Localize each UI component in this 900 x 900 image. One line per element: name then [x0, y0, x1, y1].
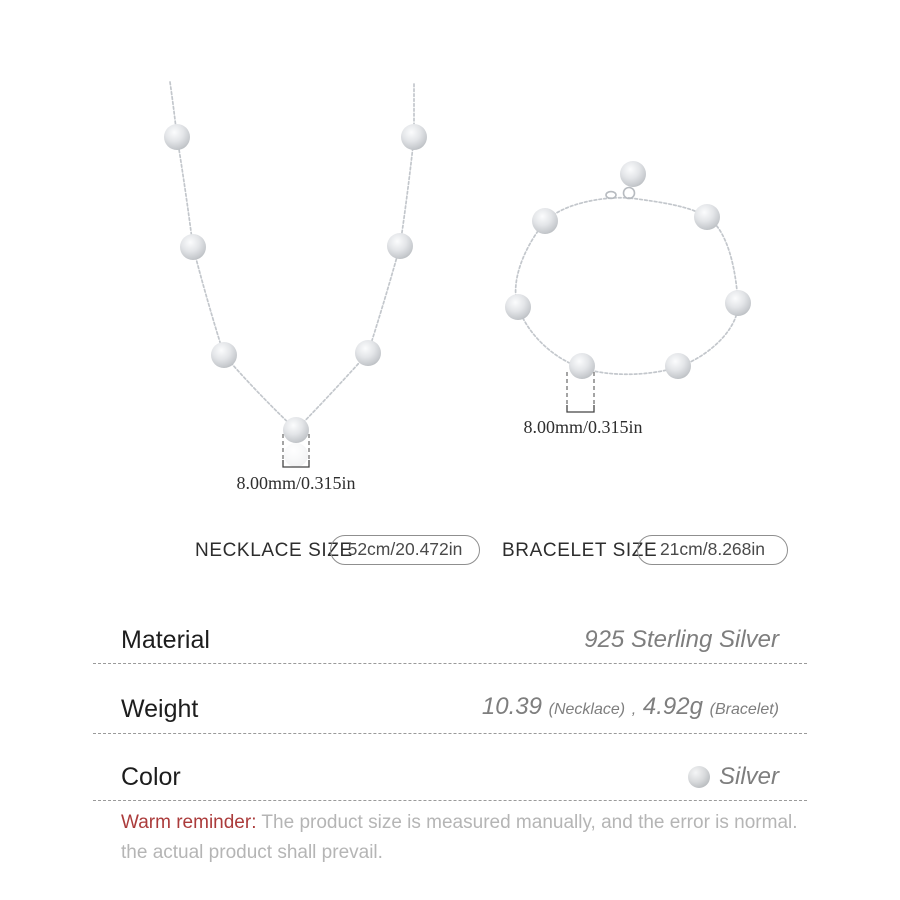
weight-label: Weight — [121, 694, 199, 723]
necklace-pearl-size-label: 8.00mm/0.315in — [236, 473, 356, 493]
necklace-pearl — [401, 124, 427, 150]
necklace-size-badge: 52cm/20.472in — [330, 535, 480, 565]
spec-row-material — [93, 597, 807, 664]
color-value-text: Silver — [718, 763, 779, 790]
reminder-prefix: Warm reminder: — [121, 812, 257, 833]
color-label: Color — [121, 763, 181, 791]
reminder-text-1: The product size is measured manually, and the error is normal. — [261, 812, 798, 833]
necklace-pearl — [211, 342, 237, 368]
bracelet-pearl — [532, 208, 558, 234]
reminder-line-1 — [121, 808, 811, 838]
reminder-line-2: the actual product shall prevail. — [121, 842, 383, 863]
bracelet-pearl-size-label: 8.00mm/0.315in — [523, 417, 643, 437]
spec-row-weight — [93, 664, 807, 734]
weight-necklace-note: (Necklace) — [548, 701, 626, 718]
necklace-pearl — [283, 417, 309, 443]
bracelet-clasp-ring — [624, 188, 635, 199]
warm-reminder — [121, 808, 811, 868]
weight-bracelet-note: (Bracelet) — [709, 701, 779, 718]
necklace-illustration — [164, 82, 427, 467]
weight-separator: , — [631, 701, 637, 718]
spec-table — [93, 597, 807, 801]
spec-row-color — [93, 734, 807, 801]
necklace-pearl-reflection — [284, 443, 308, 467]
color-value — [688, 762, 779, 792]
bracelet-pearl — [694, 204, 720, 230]
bracelet-size-badge: 21cm/8.268in — [637, 535, 788, 565]
bracelet-charm-pearl — [620, 161, 646, 187]
bracelet-pearl — [665, 353, 691, 379]
material-label: Material — [121, 626, 210, 654]
bracelet-illustration — [505, 161, 751, 412]
necklace-pearl — [180, 234, 206, 260]
weight-bracelet-value: 4.92g — [642, 693, 703, 720]
bracelet-size-title: BRACELET SIZE — [502, 540, 658, 561]
necklace-pearl — [164, 124, 190, 150]
weight-value — [482, 692, 779, 725]
bracelet-pearl — [569, 353, 595, 379]
material-value: 925 Sterling Silver — [584, 626, 779, 653]
silver-color-swatch-icon — [688, 766, 710, 788]
bracelet-pearl — [725, 290, 751, 316]
weight-necklace-value: 10.39 — [481, 693, 542, 720]
necklace-pearl — [387, 233, 413, 259]
necklace-pearl — [355, 340, 381, 366]
bracelet-pearl — [505, 294, 531, 320]
necklace-size-title: NECKLACE SIZE — [195, 540, 353, 561]
